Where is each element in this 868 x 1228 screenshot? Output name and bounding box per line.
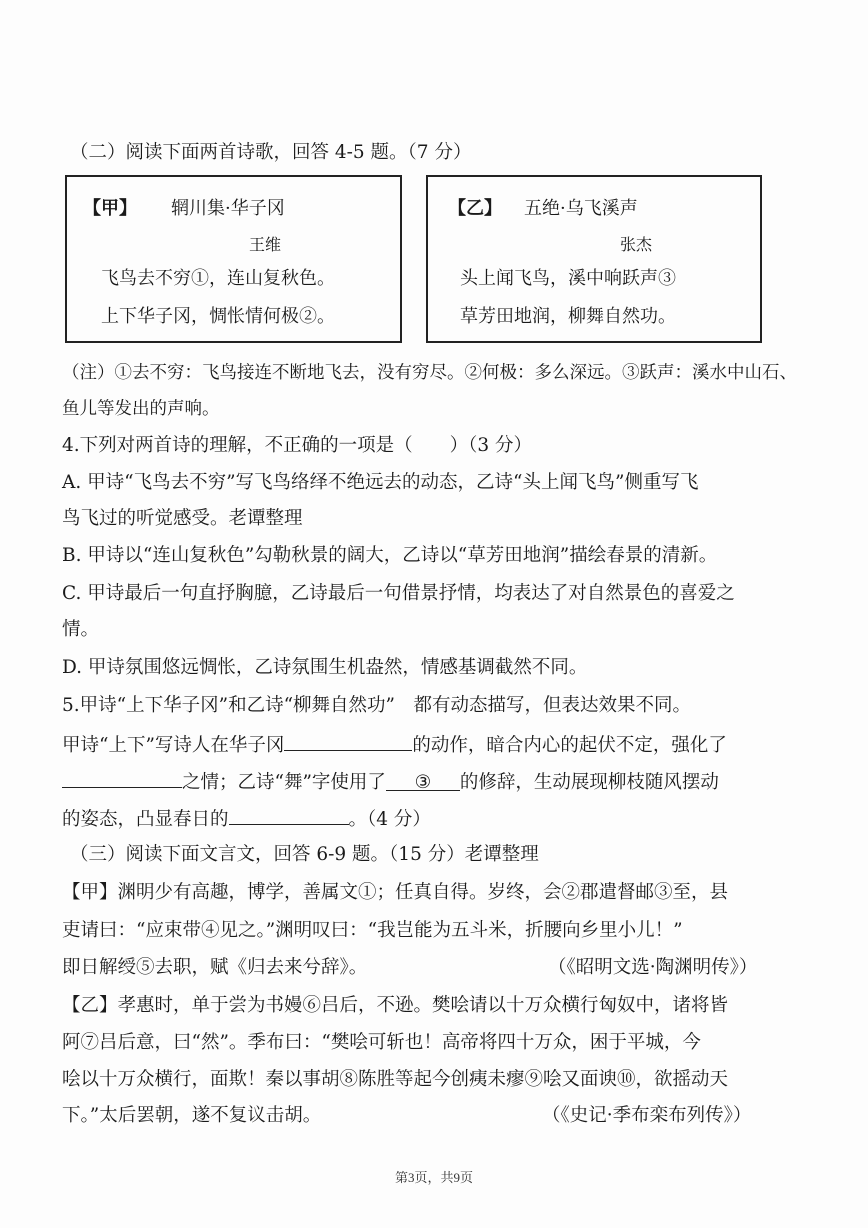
poem-a-line1: 飞鸟去不穷①，连山复秋色。 (101, 268, 335, 289)
q4-stem: 4.下列对两首诗的理解，不正确的一项是（ ）（3 分） (62, 435, 533, 456)
q4-option-a-line1: A. 甲诗“飞鸟去不穷”写飞鸟络绎不绝远去的动态，乙诗“头上闻飞鸟”侧重写飞 (62, 472, 699, 493)
q5-line3 (62, 767, 719, 796)
q4-option-d: D. 甲诗氛围悠远惆怅，乙诗氛围生机盎然，情感基调截然不同。 (62, 657, 588, 678)
text-a-line3: 即日解绶⑤去职，赋《归去来兮辞》。 (62, 957, 368, 978)
q4-option-b: B. 甲诗以“连山复秋色”勾勒秋景的阔大，乙诗以“草芳田地润”描绘春景的清新。 (62, 545, 718, 566)
text-a-line2: 吏请曰：“应束带④见之。”渊明叹曰：“我岂能为五斗米，折腰向乡里小儿！” (62, 920, 683, 941)
text-a-source: （《昭明文选·陶渊明传》） (548, 957, 758, 978)
poem-b-tag: 【乙】 (448, 198, 502, 219)
q5-line2-text-a: 甲诗“上下”写诗人在华子冈 (62, 735, 285, 756)
q5-line4 (62, 804, 431, 833)
q5-line4-text-a: 的姿态，凸显春日的 (62, 809, 229, 830)
section2-heading: （二）阅读下面两首诗歌，回答 4-5 题。（7 分） (70, 142, 472, 163)
text-b-line2: 阿⑦吕后意，曰“然”。季布曰：“樊哙可斩也！高帝将四十万众，困于平城，今 (62, 1032, 701, 1053)
answer-blank-2[interactable] (62, 767, 182, 788)
text-b-line3: 哙以十万众横行，面欺！秦以事胡⑧陈胜等起今创痍未瘳⑨哙又面谀⑩，欲摇动天 (62, 1069, 729, 1090)
poem-b-box (426, 175, 762, 343)
q4-option-c-line1: C. 甲诗最后一句直抒胸臆，乙诗最后一句借景抒情，均表达了对自然景色的喜爱之 (62, 583, 735, 604)
q5-line2-text-b: 的动作，暗合内心的起伏不定，强化了 (412, 735, 727, 756)
poem-a-line2: 上下华子冈，惆怅情何极②。 (101, 306, 335, 327)
page-number: 第3页，共9页 (394, 1170, 473, 1185)
text-b-source: （《史记·季布栾布列传》） (542, 1105, 752, 1126)
poem-note-line1: （注）①去不穷：飞鸟接连不断地飞去，没有穷尽。②何极：多么深远。③跃声：溪水中山石、 (62, 363, 797, 383)
answer-blank-3-mark: ③ (414, 772, 432, 793)
text-a-line1: 【甲】渊明少有高趣，博学，善属文①；任真自得。岁终，会②郡遣督邮③至，县 (62, 882, 729, 903)
poem-b-line2: 草芳田地润，柳舞自然功。 (460, 306, 676, 327)
q5-line4-text-b: 。（4 分） (348, 809, 431, 830)
text-b-line1: 【乙】孝惠时，单于尝为书嫚⑥吕后，不逊。樊哙请以十万众横行匈奴中，诸将皆 (62, 995, 729, 1016)
q5-line2 (62, 730, 727, 759)
q5-line3-text-b: 的修辞，生动展现柳枝随风摆动 (459, 772, 719, 793)
section3-heading: （三）阅读下面文言文，回答 6-9 题。（15 分）老谭整理 (70, 844, 539, 865)
answer-blank-3[interactable] (386, 770, 460, 791)
poem-a-author: 王维 (249, 235, 282, 254)
poem-b-line1: 头上闻飞鸟，溪中响跃声③ (460, 268, 676, 289)
answer-blank-1[interactable] (284, 730, 412, 751)
q5-line3-text-a: 之情；乙诗“舞”字使用了 (182, 772, 386, 793)
q5-line1: 5.甲诗“上下华子冈”和乙诗“柳舞自然功” 都有动态描写，但表达效果不同。 (62, 695, 691, 716)
poem-a-tag: 【甲】 (83, 198, 137, 219)
poem-note-line2: 鱼儿等发出的声响。 (62, 399, 220, 419)
poem-b-title: 五绝·乌飞溪声 (524, 198, 638, 219)
text-b-line4: 下。”太后罢朝，遂不复议击胡。 (62, 1105, 322, 1126)
poem-a-box (65, 175, 402, 343)
poem-a-title: 辋川集·华子冈 (171, 198, 285, 219)
q4-option-a-line2: 鸟飞过的听觉感受。老谭整理 (62, 508, 303, 529)
q4-option-c-line2: 情。 (62, 619, 100, 640)
poem-b-author: 张杰 (620, 235, 653, 254)
answer-blank-4[interactable] (229, 804, 349, 825)
